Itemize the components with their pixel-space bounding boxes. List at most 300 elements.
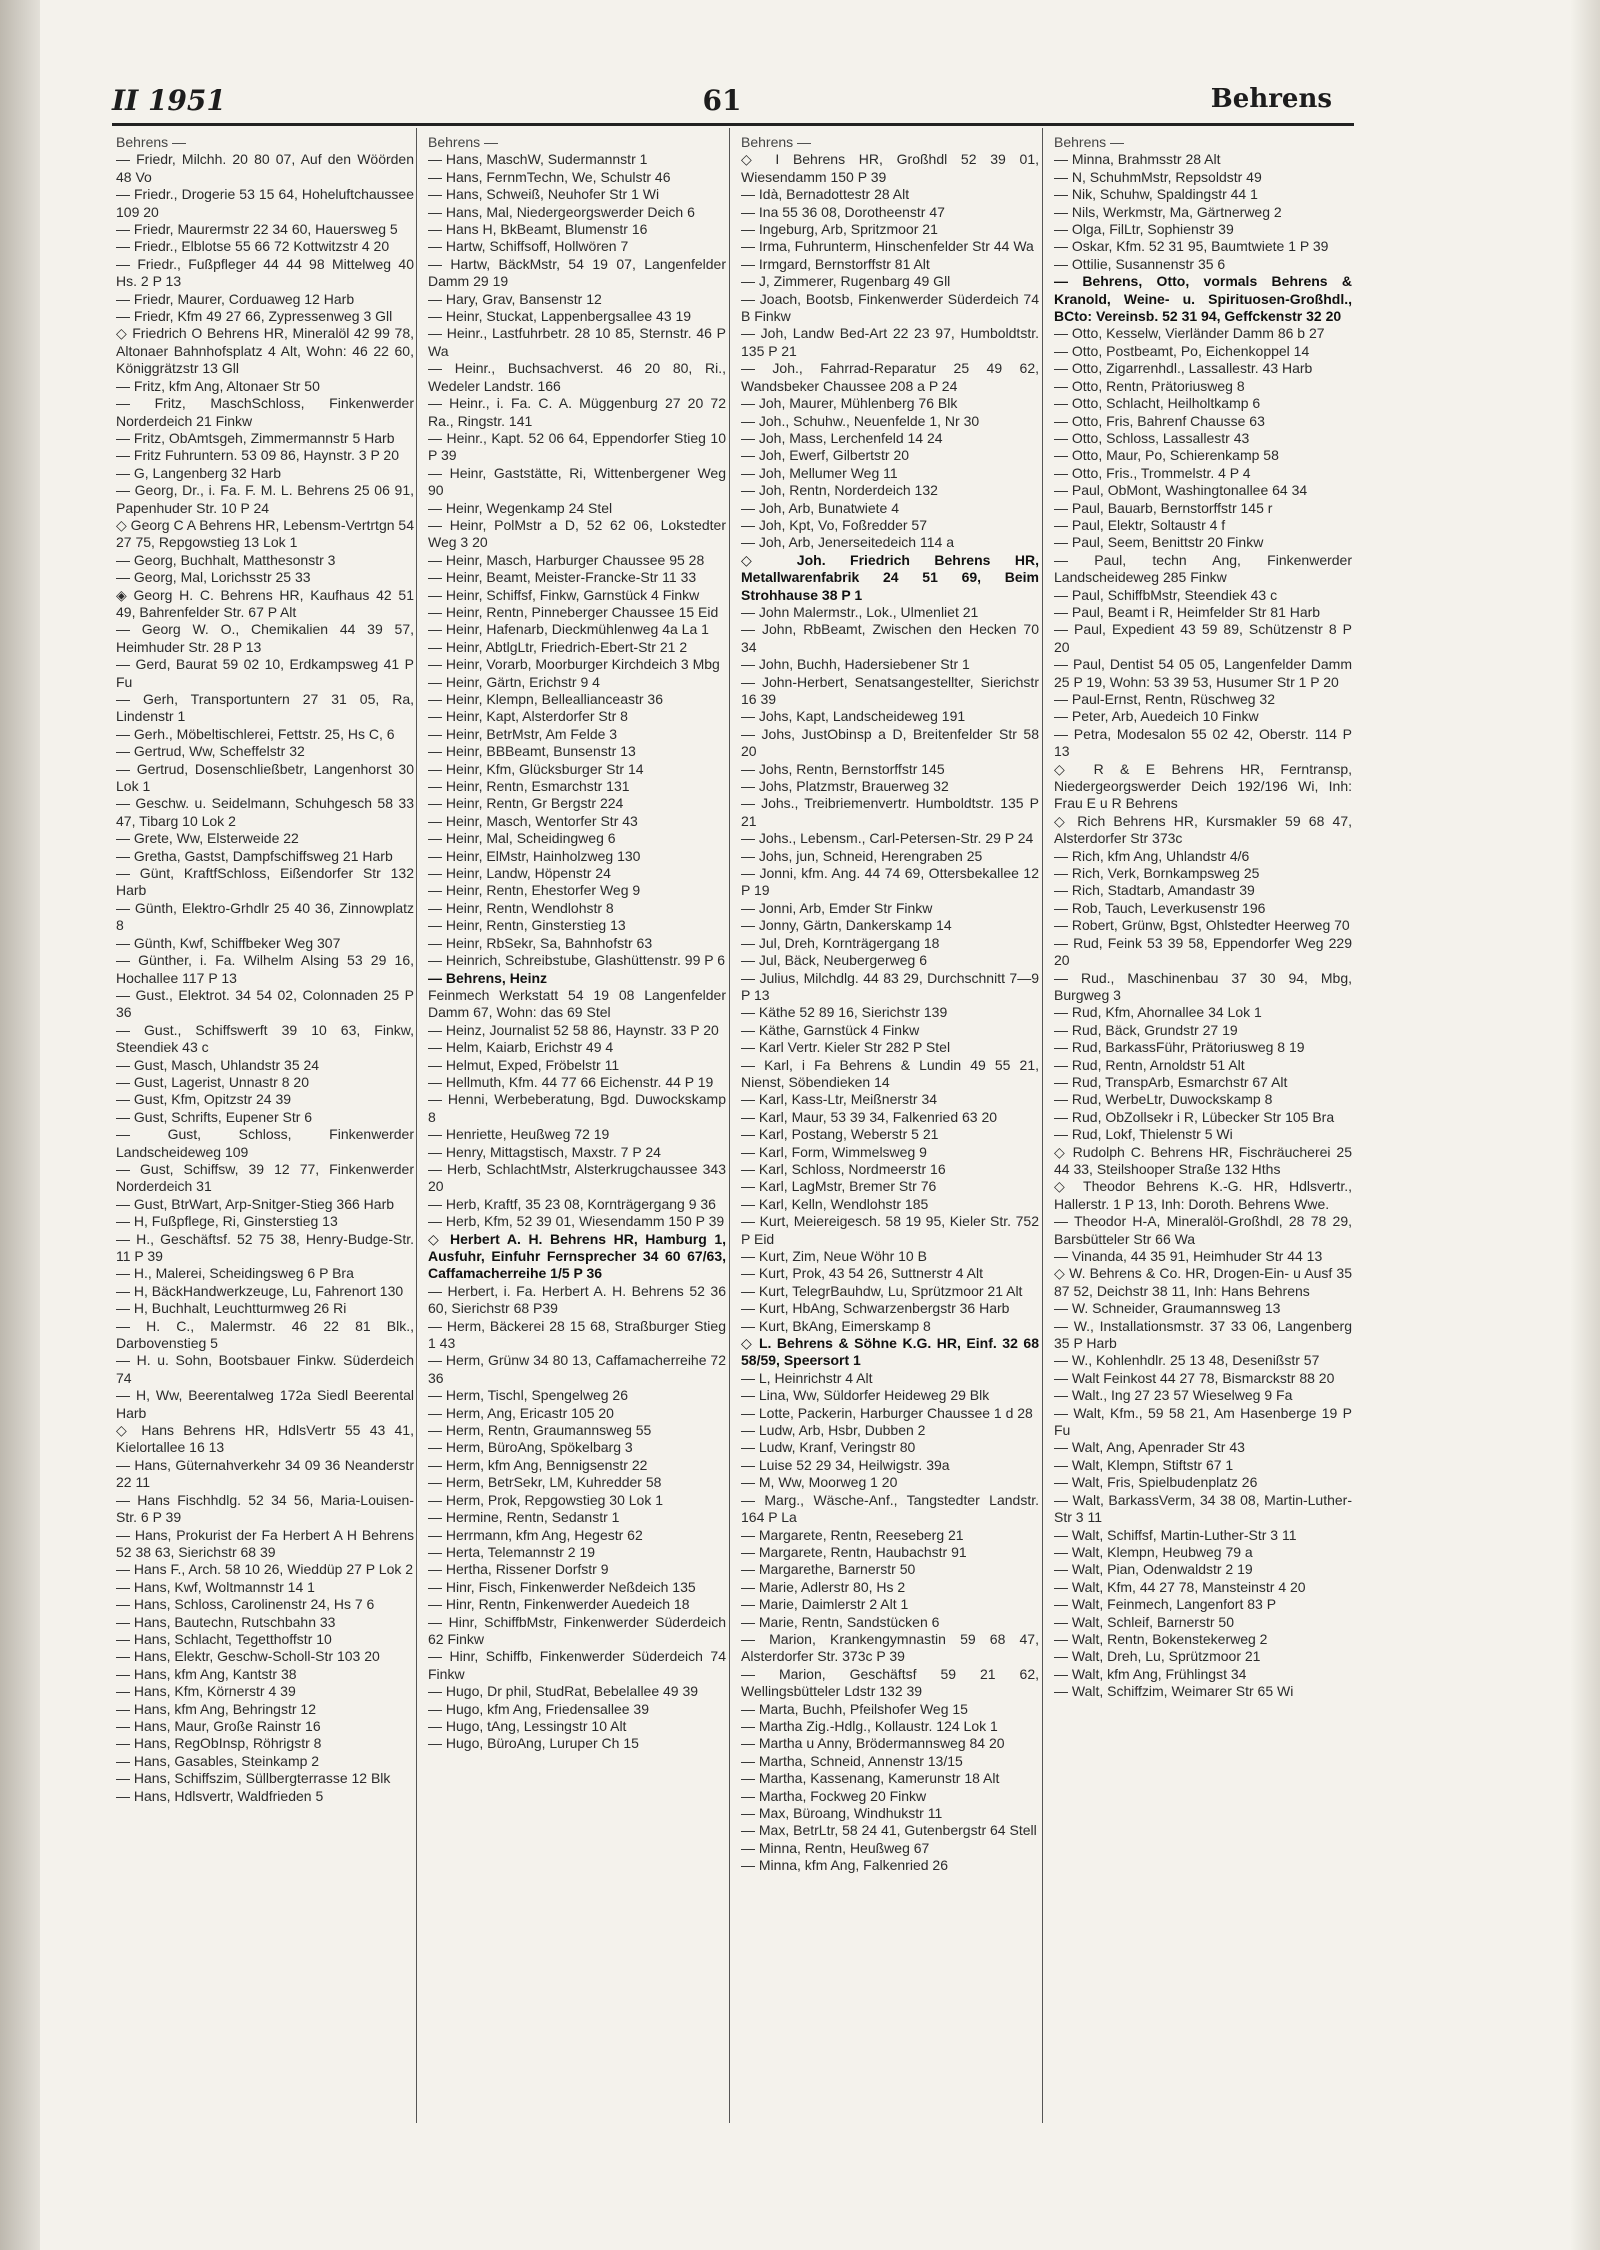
directory-entry: — Hans, Schiffszim, Süllbergterrasse 12 Blk (116, 1770, 391, 1787)
directory-entry: — Gust, Masch, Uhlandstr 35 24 (116, 1056, 320, 1073)
directory-entry: — Joh, Arb, Jenerseitedeich 114 a (741, 534, 954, 551)
directory-entry: — Heinr, Landw, Höpenstr 24 (428, 865, 611, 882)
directory-entry: — Karl, Maur, 53 39 34, Falkenried 63 20 (741, 1108, 998, 1125)
directory-entry: — Fritz Fuhruntern. 53 09 86, Haynstr. 3 P 20 (116, 447, 399, 464)
directory-entry: — Herb, Kfm, 52 39 01, Wiesendamm 150 P 39 (428, 1213, 725, 1230)
directory-entry: ◈ Georg H. C. Behrens HR, Kaufhaus 42 51 49, Bahrenfelder Str. 67 P Alt (116, 586, 414, 620)
directory-entry: — H., Geschäftsf. 52 75 38, Henry-Budge-Str. 11 P 39 (116, 1230, 414, 1264)
directory-entry: — Rud, BarkassFühr, Prätoriusweg 8 19 (1054, 1039, 1305, 1056)
directory-entry: — Marion, Geschäftsf 59 21 62, Wellingsbütteler Ldstr 132 39 (741, 1665, 1039, 1700)
directory-entry: — Heinr, Schiffsf, Finkw, Garnstück 4 Finkw (428, 586, 700, 603)
directory-entry: — Heinr, Beamt, Meister-Francke-Str 11 33 (428, 569, 697, 586)
directory-entry: — Walt, Schiffzim, Weimarer Str 65 Wi (1054, 1683, 1294, 1700)
directory-entry: — Herta, Telemannstr 2 19 (428, 1543, 596, 1560)
directory-entry: — Hans, Kfm, Körnerstr 4 39 (116, 1683, 296, 1700)
directory-entry: — Hans, RegObInsp, Röhrigstr 8 (116, 1735, 322, 1752)
directory-entry: — Herb, Kraftf, 35 23 08, Kornträgergang 9 36 (428, 1195, 716, 1212)
directory-entry: — H. u. Sohn, Bootsbauer Finkw. Süderdeich 74 (116, 1352, 414, 1386)
directory-entry: — Hinr, Schiffb, Finkenwerder Süderdeich 74 Finkw (428, 1648, 726, 1682)
directory-entry: — Julius, Milchdlg. 44 83 29, Durchschnitt 7—9 P 13 (741, 969, 1039, 1003)
directory-entry: — Otto, Zigarrenhdl., Lassallestr. 43 Harb (1054, 360, 1313, 377)
directory-entry: — Hans, Güternahverkehr 34 09 36 Neanderstr 22 11 (116, 1456, 414, 1491)
directory-entry: ◇ I Behrens HR, Großhdl 52 39 01, Wiesendamm 150 P 39 (741, 151, 1039, 185)
directory-entry: — Paul, Dentist 54 05 05, Langenfelder Damm 25 P 19, Wohn: 53 39 53, Husumer Str 1 P 20 (1054, 656, 1352, 690)
directory-entry: — Joh, Maurer, Mühlenberg 76 Blk (741, 395, 958, 412)
directory-entry: — John, RbBeamt, Zwischen den Hecken 70 34 (741, 621, 1039, 655)
directory-entry: — Hans, Schlacht, Tegetthoffstr 10 (116, 1630, 332, 1647)
directory-entry: — Ina 55 36 08, Dorotheenstr 47 (741, 203, 945, 220)
directory-entry: — Gertrud, Dosenschließbetr, Langenhorst 30 Lok 1 (116, 760, 414, 795)
directory-entry: — Ludw, Kranf, Veringstr 80 (741, 1439, 916, 1456)
directory-entry: — Margarete, Rentn, Haubachstr 91 (741, 1543, 967, 1560)
directory-entry: ◇ Herbert A. H. Behrens HR, Hamburg 1, Ausfuhr, Einfuhr Fernsprecher 34 60 67/63, Caffamacherreihe 1/5 P 36 (428, 1230, 726, 1282)
directory-entry: — M, Ww, Moorweg 1 20 (741, 1474, 898, 1491)
directory-entry: — Rud, Lokf, Thielenstr 5 Wi (1054, 1126, 1233, 1143)
directory-entry: — Heinr, Klempn, Belleallianceastr 36 (428, 691, 664, 707)
directory-entry: — Gust, Schrifts, Eupener Str 6 (116, 1108, 313, 1125)
directory-entry: — Marion, Krankengymnastin 59 68 47, Alsterdorfer Str. 373c P 39 (741, 1630, 1039, 1665)
directory-entry: — Jonni, Arb, Emder Str Finkw (741, 899, 933, 916)
directory-entry: — Karl, Postang, Weberstr 5 21 (741, 1126, 939, 1143)
directory-entry: — Hans F., Arch. 58 10 26, Wieddüp 27 P Lok 2 (116, 1561, 414, 1578)
directory-entry: — Jonni, kfm. Ang. 44 74 69, Ottersbekallee 12 P 19 (741, 865, 1039, 899)
directory-entry: — Heinr, Masch, Wentorfer Str 43 (428, 812, 638, 829)
column-running-head: Behrens — (116, 134, 187, 150)
directory-entry: — Walt, Kfm, 44 27 78, Mansteinstr 4 20 (1054, 1578, 1306, 1595)
directory-entry: — Hinr, Rentn, Finkenwerder Auedeich 18 (428, 1596, 690, 1613)
directory-entry: — Walt, kfm Ang, Frühlingst 34 (1054, 1665, 1247, 1682)
directory-entry: — Jul, Bäck, Neubergerweg 6 (741, 952, 927, 969)
directory-entry: — Heinr, PolMstr a D, 52 62 06, Lokstedter Weg 3 20 (428, 516, 726, 551)
directory-entry: — Johs, Rentn, Bernstorffstr 145 (741, 760, 945, 777)
directory-entry: ◇ W. Behrens & Co. HR, Drogen-Ein- u Ausf 35 87 52, Deichstr 38 11, Inh: Hans Behrens (1054, 1265, 1352, 1299)
directory-entry: — Heinr, RbSekr, Sa, Bahnhofstr 63 (428, 934, 653, 951)
directory-entry: — Heinr, AbtlgLtr, Friedrich-Ebert-Str 21 2 (428, 638, 688, 655)
directory-entry: — Hellmuth, Kfm. 44 77 66 Eichenstr. 44 P 19 (428, 1073, 714, 1090)
directory-entry: — Herbert, i. Fa. Herbert A. H. Behrens 52 36 60, Sierichstr 68 P39 (428, 1282, 726, 1317)
directory-entry: — Heinr, Rentn, Esmarchstr 131 (428, 778, 630, 795)
directory-entry: — Rud, Rentn, Arnoldstr 51 Alt (1054, 1056, 1245, 1073)
directory-entry: — Rich, Verk, Bornkampsweg 25 (1054, 865, 1260, 882)
directory-entry: — Hans Fischhdlg. 52 34 56, Maria-Louisen-Str. 6 P 39 (116, 1491, 414, 1526)
directory-entry: — Heinr, BetrMstr, Am Felde 3 (428, 725, 618, 742)
directory-entry: — H, BäckHandwerkzeuge, Lu, Fahrenort 130 (116, 1282, 404, 1299)
directory-entry: — Helm, Kaiarb, Erichstr 49 4 (428, 1039, 614, 1056)
directory-entry: — John-Herbert, Senatsangestellter, Sierichstr 16 39 (741, 673, 1039, 707)
directory-entry: — Otto, Maur, Po, Schierenkamp 58 (1054, 447, 1279, 464)
directory-entry: — Friedr, Kfm 49 27 66, Zypressenweg 3 Gll (116, 308, 393, 325)
directory-entry: — Käthe, Garnstück 4 Finkw (741, 1021, 920, 1038)
directory-entry: — Kurt, Prok, 43 54 26, Suttnerstr 4 Alt (741, 1265, 984, 1282)
directory-entry: — W. Schneider, Graumannsweg 13 (1054, 1300, 1281, 1317)
directory-entry: — Joh, Kpt, Vo, Foßredder 57 (741, 516, 927, 533)
directory-entry: — Hugo, BüroAng, Luruper Ch 15 (428, 1735, 639, 1752)
directory-entry: — Henry, Mittagstisch, Maxstr. 7 P 24 (428, 1143, 661, 1160)
directory-entry: — Heinr, BBBeamt, Bunsenstr 13 (428, 743, 636, 760)
directory-entry: — Vinanda, 44 35 91, Heimhuder Str 44 13 (1054, 1248, 1323, 1264)
directory-entry: — Johs., Treibriemenvertr. Humboldtstr. 135 P 21 (741, 795, 1039, 829)
directory-entry: — Heinr, ElMstr, Hainholzweg 130 (428, 847, 641, 864)
directory-entry: — Walt, Schleif, Barnerstr 50 (1054, 1613, 1234, 1630)
directory-entry: — Geschw. u. Seidelmann, Schuhgesch 58 33 47, Tibarg 10 Lok 2 (116, 795, 414, 829)
directory-entry: — Heinr, Rentn, Pinneberger Chaussee 15 Eid (428, 603, 719, 620)
directory-entry: — H., Malerei, Scheidingsweg 6 P Bra (116, 1265, 354, 1282)
directory-entry: — Heinr, Rentn, Ginsterstieg 13 (428, 917, 626, 934)
directory-entry: — Kurt, Zim, Neue Wöhr 10 B (741, 1248, 927, 1264)
directory-entry: — Paul, SchiffbMstr, Steendiek 43 c (1054, 586, 1278, 603)
directory-entry: — Hans, Mal, Niedergeorgswerder Deich 6 (428, 203, 695, 220)
directory-entry: — Minna, Rentn, Heußweg 67 (741, 1839, 930, 1856)
directory-entry: — Friedr, Maurer, Corduaweg 12 Harb (116, 290, 355, 307)
directory-entry: ◇ Georg C A Behrens HR, Lebensm-Vertrtgn 54 27 75, Repgowstieg 13 Lok 1 (116, 516, 414, 551)
directory-entry: — Hans H, BkBeamt, Blumenstr 16 (428, 221, 648, 238)
directory-entry: — Kurt, HbAng, Schwarzenbergstr 36 Harb (741, 1300, 1010, 1317)
directory-entry: — Robert, Grünw, Bgst, Ohlstedter Heerweg 70 (1054, 917, 1350, 934)
directory-entry: — Oskar, Kfm. 52 31 95, Baumtwiete 1 P 39 (1054, 238, 1329, 255)
directory-entry: — Herm, BüroAng, Spökelbarg 3 (428, 1439, 633, 1456)
directory-entry: — Walt, BarkassVerm, 34 38 08, Martin-Luther-Str 3 11 (1054, 1491, 1352, 1526)
directory-entry: — Jul, Dreh, Kornträgergang 18 (741, 934, 940, 951)
directory-entry: — Heinr, Masch, Harburger Chaussee 95 28 (428, 551, 705, 568)
directory-entry: — Marie, Daimlerstr 2 Alt 1 (741, 1596, 909, 1613)
directory-entry: — Marie, Rentn, Sandstücken 6 (741, 1613, 940, 1630)
directory-entry: — Hugo, tAng, Lessingstr 10 Alt (428, 1717, 627, 1734)
directory-entry: — Karl, Kass-Ltr, Meißnerstr 34 (741, 1091, 938, 1108)
directory-entry: — Otto, Rentn, Prätoriusweg 8 (1054, 377, 1245, 394)
directory-entry: — Peter, Arb, Auedeich 10 Finkw (1054, 708, 1259, 725)
directory-entry: — Olga, FilLtr, Sophienstr 39 (1054, 221, 1234, 238)
directory-entry: — Rud, Bäck, Grundstr 27 19 (1054, 1021, 1238, 1038)
directory-entry: — Heinr, Wegenkamp 24 Stel (428, 499, 613, 516)
directory-entry: — Lotte, Packerin, Harburger Chaussee 1 d 28 (741, 1404, 1033, 1421)
directory-entry: — Gerh, Transportuntern 27 31 05, Ra, Lindenstr 1 (116, 691, 414, 725)
directory-entry: — Gust, BtrWart, Arp-Snitger-Stieg 366 Harb (116, 1195, 395, 1212)
column-separator (416, 128, 417, 2123)
directory-entry: — Friedr, Milchh. 20 80 07, Auf den Wöörden 48 Vo (116, 151, 414, 185)
directory-entry: — Behrens, Heinz (428, 969, 548, 986)
directory-entry: — Karl, Form, Wimmelsweg 9 (741, 1143, 927, 1160)
directory-entry: — H. C., Malermstr. 46 22 81 Blk., Darbovenstieg 5 (116, 1317, 414, 1352)
directory-entry: — Henni, Werbeberatung, Bgd. Duwockskamp 8 (428, 1091, 726, 1125)
directory-entry: — Karl, LagMstr, Bremer Str 76 (741, 1178, 937, 1195)
directory-entry: — G, Langenberg 32 Harb (116, 464, 281, 481)
directory-entry: — Walt, Klempn, Stiftstr 67 1 (1054, 1456, 1234, 1473)
directory-entry: — H, Fußpflege, Ri, Ginsterstieg 13 (116, 1213, 338, 1230)
directory-entry: — Walt, Kfm., 59 58 21, Am Hasenberge 19 P Fu (1054, 1404, 1352, 1439)
directory-entry: — Ludw, Arb, Hsbr, Dubben 2 (741, 1422, 926, 1439)
header-rule (112, 123, 1354, 126)
directory-entry: — Gust., Schiffswerft 39 10 63, Finkw, Steendiek 43 c (116, 1021, 414, 1056)
directory-entry: — Hinr, Fisch, Finkenwerder Neßdeich 135 (428, 1578, 696, 1595)
directory-entry: — Fritz, ObAmtsgeh, Zimmermannstr 5 Harb (116, 429, 395, 446)
directory-entry: — Hans, kfm Ang, Kantstr 38 (116, 1665, 297, 1682)
directory-entry: — Hans, Hdlsvertr, Waldfrieden 5 (116, 1787, 324, 1804)
directory-entry: — Johs, Platzmstr, Brauerweg 32 (741, 778, 949, 795)
directory-column-1 (116, 134, 414, 2124)
directory-entry: — Heinr, Vorarb, Moorburger Kirchdeich 3 Mbg (428, 656, 720, 673)
directory-entry: — Johs, Kapt, Landscheideweg 191 (741, 708, 966, 725)
directory-entry: — Herm, Bäckerei 28 15 68, Straßburger Stieg 1 43 (428, 1317, 726, 1352)
directory-entry: — Hans, Kwf, Woltmannstr 14 1 (116, 1578, 315, 1595)
directory-entry: — Paul-Ernst, Rentn, Rüschweg 32 (1054, 691, 1275, 707)
directory-entry: — Hans, Gasables, Steinkamp 2 (116, 1752, 320, 1769)
directory-entry: — Heinr, Stuckat, Lappenbergsallee 43 19 (428, 308, 692, 325)
header-guide-word: Behrens (1210, 84, 1332, 114)
directory-entry: — Paul, Beamt i R, Heimfelder Str 81 Harb (1054, 603, 1321, 620)
column-running-head: Behrens — (1054, 134, 1125, 150)
directory-entry: — Gust, Schiffsw, 39 12 77, Finkenwerder Norderdeich 31 (116, 1160, 414, 1195)
directory-entry: — Martha, Fockweg 20 Finkw (741, 1787, 927, 1804)
page-binding-shadow (0, 0, 40, 2250)
directory-entry: — Herm, kfm Ang, Bennigsenstr 22 (428, 1456, 648, 1473)
directory-entry: — Herrmann, kfm Ang, Hegestr 62 (428, 1526, 643, 1543)
directory-entry: — Heinr, Mal, Scheidingweg 6 (428, 830, 616, 847)
directory-entry: — W., Installationsmstr. 37 33 06, Langenberg 35 P Harb (1054, 1317, 1352, 1352)
directory-entry: — Marg., Wäsche-Anf., Tangstedter Landstr. 164 P La (741, 1491, 1039, 1526)
directory-entry: — Friedr., Elblotse 55 66 72 Kottwitzstr 4 20 (116, 238, 390, 255)
directory-entry: — Hans, FernmTechn, We, Schulstr 46 (428, 168, 671, 185)
directory-entry: — Luise 52 29 34, Heilwigstr. 39a (741, 1456, 950, 1473)
directory-entry: — Martha u Anny, Brödermannsweg 84 20 (741, 1735, 1005, 1752)
directory-entry: — Fritz, MaschSchloss, Finkenwerder Norderdeich 21 Finkw (116, 395, 414, 429)
directory-entry: — Walt, Schiffsf, Martin-Luther-Str 3 11 (1054, 1526, 1297, 1543)
directory-entry: — Georg, Dr., i. Fa. F. M. L. Behrens 25 06 91, Papenhuder Str. 10 P 24 (116, 482, 414, 516)
directory-entry: — Rud, WerbeLtr, Duwockskamp 8 (1054, 1091, 1273, 1108)
directory-entry: — Walt, Rentn, Bokenstekerweg 2 (1054, 1630, 1268, 1647)
directory-entry: — Kurt, BkAng, Eimerskamp 8 (741, 1317, 931, 1334)
directory-entry: — Paul, Bauarb, Bernstorffstr 145 r (1054, 499, 1273, 516)
directory-entry: — Helmut, Exped, Fröbelstr 11 (428, 1056, 620, 1073)
directory-entry: — Rich, Stadtarb, Amandastr 39 (1054, 882, 1255, 899)
directory-column-4 (1054, 134, 1352, 2124)
directory-entry: — Behrens, Otto, vormals Behrens & Kranold, Weine- u. Spirituosen-Großhdl., BCto: Vereinsb. 52 31 94, Geffckenstr 32 20 (1054, 273, 1352, 325)
directory-entry: — Günther, i. Fa. Wilhelm Alsing 53 29 16, Hochallee 117 P 13 (116, 952, 414, 986)
directory-entry: — Karl, Schloss, Nordmeerstr 16 (741, 1160, 946, 1177)
directory-entry: — Joh., Fahrrad-Reparatur 25 49 62, Wandsbeker Chaussee 208 a P 24 (741, 360, 1039, 394)
directory-entry: — Joh, Ewerf, Gilbertstr 20 (741, 447, 910, 464)
directory-entry: — Joh, Landw Bed-Art 22 23 97, Humboldtstr. 135 P 21 (741, 325, 1039, 359)
directory-entry: — Heinz, Journalist 52 58 86, Haynstr. 33 P 20 (428, 1021, 719, 1038)
directory-entry: — John, Buchh, Hadersiebener Str 1 (741, 656, 970, 673)
directory-column-2 (428, 134, 726, 2124)
directory-entry: ◇ L. Behrens & Söhne K.G. HR, Einf. 32 68 58/59, Speersort 1 (741, 1335, 1039, 1369)
directory-entry: — Gust, Lagerist, Unnastr 8 20 (116, 1073, 309, 1090)
directory-entry: — Joh, Mass, Lerchenfeld 14 24 (741, 429, 943, 446)
directory-entry: — Heinr, Rentn, Ehestorfer Weg 9 (428, 882, 641, 899)
directory-entry: — N, SchuhmMstr, Repsoldstr 49 (1054, 168, 1262, 185)
column-running-head: Behrens — (741, 134, 812, 150)
directory-entry: — Heinr, Hafenarb, Dieckmühlenweg 4a La 1 (428, 621, 709, 638)
directory-entry: — Margarete, Rentn, Reeseberg 21 (741, 1526, 964, 1543)
directory-entry: — Minna, kfm Ang, Falkenried 26 (741, 1857, 948, 1874)
directory-entry: — Hans, MaschW, Sudermannstr 1 (428, 151, 648, 168)
directory-entry: — Rud, ObZollsekr i R, Lübecker Str 105 Bra (1054, 1108, 1335, 1125)
directory-entry: — Herm, BetrSekr, LM, Kuhredder 58 (428, 1474, 662, 1491)
directory-entry: — Hertha, Rissener Dorfstr 9 (428, 1561, 609, 1578)
directory-entry: — Ingeburg, Arb, Spritzmoor 21 (741, 221, 938, 238)
directory-entry: — Hans, Elektr, Geschw-Scholl-Str 103 20 (116, 1648, 380, 1665)
page-edge (1570, 0, 1600, 2250)
directory-entry: ◇ Rudolph C. Behrens HR, Fischräucherei 25 44 33, Steilshooper Straße 132 Hths (1054, 1143, 1352, 1177)
directory-entry: — Walt, Pian, Odenwaldstr 2 19 (1054, 1561, 1253, 1578)
directory-entry: — Paul, Elektr, Soltaustr 4 f (1054, 516, 1226, 533)
directory-entry: ◇ Joh. Friedrich Behrens HR, Metallwarenfabrik 24 51 69, Beim Strohhause 38 P 1 (741, 551, 1039, 603)
directory-entry: — Karl, Kelln, Wendlohstr 185 (741, 1195, 929, 1212)
directory-entry: — Heinr., Lastfuhrbetr. 28 10 85, Sternstr. 46 P Wa (428, 325, 726, 359)
directory-entry: — Ottilie, Susannenstr 35 6 (1054, 255, 1226, 272)
directory-entry: — Heinr., i. Fa. C. A. Müggenburg 27 20 72 Ra., Ringstr. 141 (428, 395, 726, 429)
directory-entry: — Paul, ObMont, Washingtonallee 64 34 (1054, 482, 1308, 499)
directory-entry: — Henriette, Heußweg 72 19 (428, 1126, 610, 1143)
directory-entry: — Herb, SchlachtMstr, Alsterkrugchaussee 343 20 (428, 1160, 726, 1195)
directory-entry: — Georg, Mal, Lorichsstr 25 33 (116, 569, 311, 586)
directory-entry: — Joach, Bootsb, Finkenwerder Süderdeich 74 B Finkw (741, 290, 1039, 325)
directory-entry: — Petra, Modesalon 55 02 42, Oberstr. 114 P 13 (1054, 725, 1352, 760)
directory-entry: — Nik, Schuhw, Spaldingstr 44 1 (1054, 186, 1258, 203)
page-header (112, 80, 1332, 126)
column-separator (729, 128, 730, 2123)
directory-entry: — Kurt, Meiereigesch. 58 19 95, Kieler Str. 752 P Eid (741, 1213, 1039, 1247)
directory-entry: — Joh, Mellumer Weg 11 (741, 464, 898, 481)
directory-entry: — Gust., Elektrot. 34 54 02, Colonnaden 25 P 36 (116, 986, 414, 1021)
directory-entry: — Friedr, Maurermstr 22 34 60, Hauersweg 5 (116, 221, 398, 238)
directory-entry: — Heinr., Buchsachverst. 46 20 80, Ri., Wedeler Landstr. 166 (428, 360, 726, 394)
directory-entry: — Walt, Dreh, Lu, Sprützmoor 21 (1054, 1648, 1261, 1665)
directory-entry: — Hermine, Rentn, Sedanstr 1 (428, 1509, 620, 1526)
directory-entry: — Paul, techn Ang, Finkenwerder Landscheideweg 285 Finkw (1054, 551, 1352, 586)
directory-entry: — Kurt, TelegrBauhdw, Lu, Sprützmoor 21 Alt (741, 1282, 1023, 1299)
directory-entry: — Martha Zig.-Hdlg., Kollaustr. 124 Lok 1 (741, 1717, 998, 1734)
directory-entry: — Heinr., Kapt. 52 06 64, Eppendorfer Stieg 10 P 39 (428, 429, 726, 464)
directory-entry: — W., Kohlenhdlr. 25 13 48, Desenißstr 57 (1054, 1352, 1320, 1369)
directory-entry: — Johs, JustObinsp a D, Breitenfelder Str 58 20 (741, 725, 1039, 760)
directory-entry: — Rob, Tauch, Leverkusenstr 196 (1054, 899, 1266, 916)
directory-entry: — Walt Feinkost 44 27 78, Bismarckstr 88 20 (1054, 1369, 1335, 1386)
directory-entry: — Paul, Seem, Benittstr 20 Finkw (1054, 534, 1264, 551)
directory-entry: — Friedr., Drogerie 53 15 64, Hoheluftchaussee 109 20 (116, 186, 414, 220)
directory-entry: — Otto, Schlacht, Heilholtkamp 6 (1054, 395, 1261, 412)
header-page-number: 61 (702, 84, 742, 117)
directory-entry: — Heinr, Kfm, Glücksburger Str 14 (428, 760, 644, 777)
directory-entry: — Hans, Bautechn, Rutschbahn 33 (116, 1613, 336, 1630)
directory-entry: — Nils, Werkmstr, Ma, Gärtnerweg 2 (1054, 203, 1282, 220)
directory-entry: — H, Buchhalt, Leuchtturmweg 26 Ri (116, 1300, 347, 1317)
directory-entry: — Irmgard, Bernstorffstr 81 Alt (741, 255, 930, 272)
directory-entry: — Otto, Fris, Bahrenf Chausse 63 (1054, 412, 1265, 429)
directory-entry: — Heinr, Gärtn, Erichstr 9 4 (428, 673, 600, 690)
directory-entry: — Joh, Arb, Bunatwiete 4 (741, 499, 899, 516)
directory-entry: — Herm, Grünw 34 80 13, Caffamacherreihe 72 36 (428, 1352, 726, 1386)
directory-entry: — Heinr, Gaststätte, Ri, Wittenbergener Weg 90 (428, 464, 726, 499)
directory-entry: — Martha, Kassenang, Kamerunstr 18 Alt (741, 1770, 1000, 1787)
directory-entry: — John Malermstr., Lok., Ulmenliet 21 (741, 603, 979, 620)
directory-entry: — Hartw, BäckMstr, 54 19 07, Langenfelder Damm 29 19 (428, 255, 726, 290)
directory-column-3 (741, 134, 1039, 2124)
directory-entry: — Heinrich, Schreibstube, Glashüttenstr. 99 P 6 (428, 952, 726, 969)
directory-entry: — Hans, Maur, Große Rainstr 16 (116, 1717, 321, 1734)
directory-entry: — Heinr, Rentn, Gr Bergstr 224 (428, 795, 624, 812)
directory-entry: ◇ Friedrich O Behrens HR, Mineralöl 42 99 78, Altonaer Bahnhofsplatz 4 Alt, Wohn: 46 22 60, Königgrätzstr 13 Gll (116, 325, 414, 377)
directory-entry: — Heinr, Kapt, Alsterdorfer Str 8 (428, 708, 628, 725)
directory-entry: ◇ Theodor Behrens K.-G. HR, Hdlsvertr., Hallerstr. 1 P 13, Inh: Doroth. Behrens Wwe. (1054, 1178, 1352, 1212)
directory-entry: — Hans, Schloss, Carolinenstr 24, Hs 7 6 (116, 1596, 375, 1613)
directory-entry: Feinmech Werkstatt 54 19 08 Langenfelder Damm 67, Wohn: das 69 Stel (428, 986, 726, 1021)
directory-entry: ◇ R & E Behrens HR, Ferntransp, Niedergeorgswerder Deich 192/196 Wi, Inh: Frau E u R Behrens (1054, 760, 1352, 812)
directory-entry: — Otto, Fris., Trommelstr. 4 P 4 (1054, 464, 1251, 481)
directory-entry: — Walt, Klempn, Heubweg 79 a (1054, 1543, 1253, 1560)
directory-entry: — Hinr, SchiffbMstr, Finkenwerder Süderdeich 62 Finkw (428, 1613, 726, 1647)
directory-entry: — Martha, Schneid, Annenstr 13/15 (741, 1752, 963, 1769)
directory-entry: — Käthe 52 89 16, Sierichstr 139 (741, 1004, 948, 1021)
directory-entry: — Herm, Ang, Ericastr 105 20 (428, 1404, 614, 1421)
directory-entry: — Walt., Ing 27 23 57 Wieselweg 9 Fa (1054, 1387, 1293, 1404)
directory-entry: — Idà, Bernadottestr 28 Alt (741, 186, 910, 203)
directory-entry: ◇ Hans Behrens HR, HdlsVertr 55 43 41, Kielortallee 16 13 (116, 1422, 414, 1456)
directory-entry: — Joh., Schuhw., Neuenfelde 1, Nr 30 (741, 412, 980, 429)
directory-entry: ◇ Rich Behrens HR, Kursmakler 59 68 47, Alsterdorfer Str 373c (1054, 812, 1352, 847)
directory-entry: — Georg W. O., Chemikalien 44 39 57, Heimhuder Str. 28 P 13 (116, 621, 414, 655)
directory-entry: — Minna, Brahmsstr 28 Alt (1054, 151, 1221, 168)
directory-entry: — Marie, Adlerstr 80, Hs 2 (741, 1578, 906, 1595)
directory-entry: — Otto, Postbeamt, Po, Eichenkoppel 14 (1054, 342, 1310, 359)
directory-entry: — Lina, Ww, Süldorfer Heideweg 29 Blk (741, 1387, 990, 1404)
directory-entry: — Joh, Rentn, Norderdeich 132 (741, 482, 938, 499)
directory-entry: — Walt, Fris, Spielbudenplatz 26 (1054, 1474, 1258, 1491)
directory-entry: — Gretha, Gastst, Dampfschiffsweg 21 Harb (116, 847, 393, 864)
directory-entry: — Herm, Prok, Repgowstieg 30 Lok 1 (428, 1491, 663, 1508)
directory-entry: — L, Heinrichstr 4 Alt (741, 1369, 873, 1386)
directory-entry: — Irma, Fuhrunterm, Hinschenfelder Str 44 Wa (741, 238, 1034, 255)
directory-entry: — J, Zimmerer, Rugenbarg 49 Gll (741, 273, 951, 290)
directory-entry: — Rud., Maschinenbau 37 30 94, Mbg, Burgweg 3 (1054, 969, 1352, 1003)
directory-entry: — Gerd, Baurat 59 02 10, Erdkampsweg 41 P Fu (116, 656, 414, 690)
directory-entry: — Hugo, Dr phil, StudRat, Bebelallee 49 39 (428, 1683, 699, 1700)
directory-entry: — Gust, Schloss, Finkenwerder Landscheideweg 109 (116, 1126, 414, 1160)
directory-entry: — Otto, Kesselw, Vierländer Damm 86 b 27 (1054, 325, 1325, 342)
column-separator (1042, 128, 1043, 2123)
directory-entry: — Max, Büroang, Windhukstr 11 (741, 1805, 943, 1821)
directory-entry: — Hary, Grav, Bansenstr 12 (428, 290, 602, 307)
directory-entry: — Max, BetrLtr, 58 24 41, Gutenbergstr 64 Stell (741, 1822, 1037, 1839)
directory-entry: — Karl Vertr. Kieler Str 282 P Stel (741, 1039, 951, 1056)
directory-entry: — Otto, Schloss, Lassallestr 43 (1054, 429, 1250, 446)
directory-entry: — Rud, Feink 53 39 58, Eppendorfer Weg 229 20 (1054, 934, 1352, 969)
directory-entry: — Heinr, Rentn, Wendlohstr 8 (428, 899, 614, 916)
column-running-head: Behrens — (428, 134, 499, 150)
directory-entry: — Johs, jun, Schneid, Herengraben 25 (741, 847, 983, 864)
directory-entry: — Rud, TranspArb, Esmarchstr 67 Alt (1054, 1073, 1288, 1090)
directory-entry: — Johs., Lebensm., Carl-Petersen-Str. 29 P 24 (741, 830, 1034, 847)
directory-entry: — Rich, kfm Ang, Uhlandstr 4/6 (1054, 847, 1250, 864)
directory-entry: — Hans, kfm Ang, Behringstr 12 (116, 1700, 316, 1717)
directory-entry: — Hans, Schweiß, Neuhofer Str 1 Wi (428, 186, 660, 203)
directory-entry: — Grete, Ww, Elsterweide 22 (116, 830, 299, 847)
directory-entry: — Fritz, kfm Ang, Altonaer Str 50 (116, 377, 320, 394)
directory-entry: — Hans, Prokurist der Fa Herbert A H Behrens 52 38 63, Sierichstr 68 39 (116, 1526, 414, 1560)
directory-entry: — Georg, Buchhalt, Matthesonstr 3 (116, 551, 336, 568)
directory-entry: — Günt, KraftfSchloss, Eißendorfer Str 132 Harb (116, 865, 414, 899)
directory-entry: — Gertrud, Ww, Scheffelstr 32 (116, 743, 305, 760)
directory-entry: — Walt, Ang, Apenrader Str 43 (1054, 1439, 1245, 1456)
directory-entry: — Rud, Kfm, Ahornallee 34 Lok 1 (1054, 1004, 1262, 1021)
header-volume-year: II 1951 (112, 84, 226, 117)
directory-entry: — Margarethe, Barnerstr 50 (741, 1561, 916, 1578)
directory-entry: — Hartw, Schiffsoff, Hollwören 7 (428, 238, 629, 255)
directory-entry: — Gust, Kfm, Opitzstr 24 39 (116, 1091, 292, 1108)
directory-entry: — H, Ww, Beerentalweg 172a Siedl Beerental Harb (116, 1387, 414, 1421)
directory-entry: — Marta, Buchh, Pfeilshofer Weg 15 (741, 1700, 968, 1717)
directory-entry: — Paul, Expedient 43 59 89, Schützenstr 8 P 20 (1054, 621, 1352, 655)
